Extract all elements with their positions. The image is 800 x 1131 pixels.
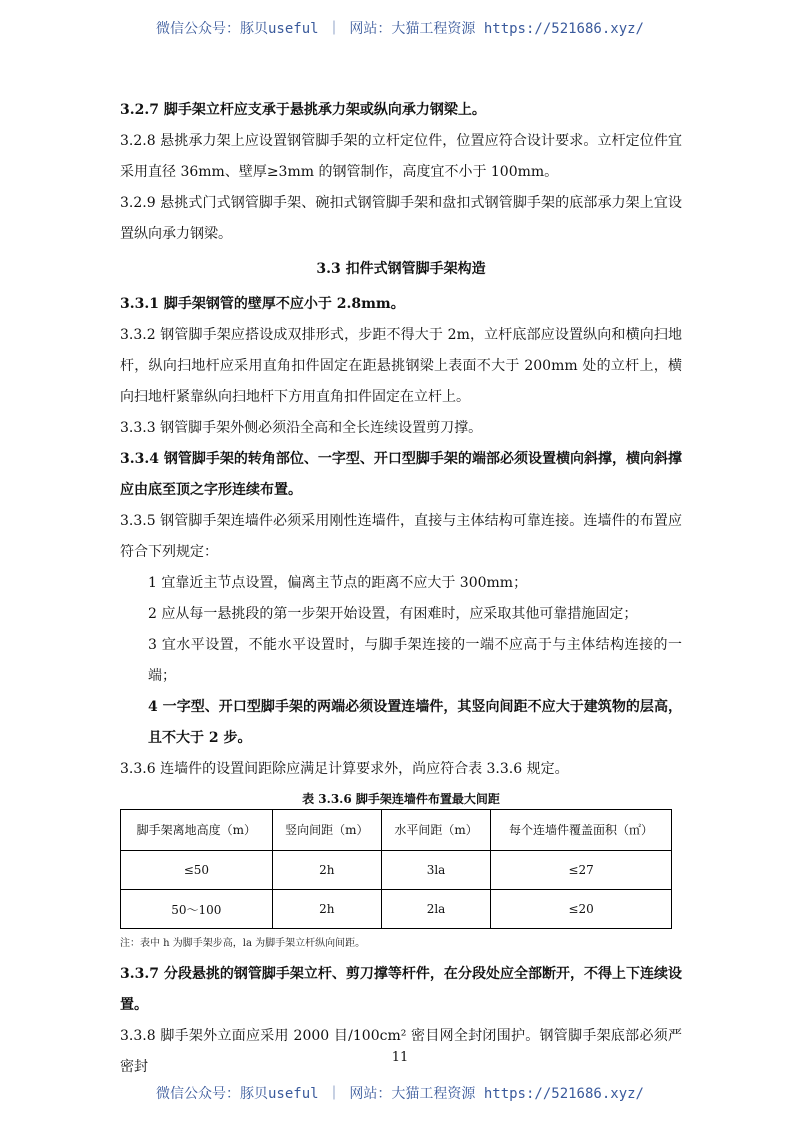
table-header-cell: 水平间距（m） — [381, 810, 490, 851]
table-row — [121, 890, 672, 929]
clause-paragraph: 3.3.8 脚手架外立面应采用 2000 目/100cm² 密目网全封闭围护。钢管脚手架底部必须严密封 — [120, 1028, 682, 1075]
table-header-cell: 竖向间距（m） — [272, 810, 381, 851]
table-cell: 2la — [381, 890, 490, 929]
clauses-3-2 — [120, 95, 682, 250]
table-cell: ≤50 — [121, 851, 273, 890]
clause-paragraph: 3.3.3 钢管脚手架外侧必须沿全高和全长连续设置剪刀撑。 — [120, 420, 483, 436]
clause-3-3-6: 3.3.6 连墙件的设置间距除应满足计算要求外，尚应符合表 3.3.6 规定。 — [120, 761, 569, 777]
list-item: 1 宜靠近主节点设置，偏离主节点的距离不应大于 300mm； — [148, 575, 528, 591]
watermark-top: 微信公众号：豚贝useful ｜ 网站：大猫工程资源 https://521686.xyz/ — [155, 21, 644, 37]
clause-paragraph: 3.3.4 钢管脚手架的转角部位、一字型、开口型脚手架的端部必须设置横向斜撑，横向斜撑应由底至顶之字形连续布置。 — [120, 451, 682, 498]
table-cell: 50～100 — [121, 890, 273, 929]
spacing-table — [120, 809, 672, 929]
section-title: 3.3 扣件式钢管脚手架构造 — [316, 261, 486, 277]
list-item: 4 一字型、开口型脚手架的两端必须设置连墙件，其竖向间距不应大于建筑物的层高，且不大于 2 步。 — [148, 699, 682, 746]
table-cell: 2h — [272, 890, 381, 929]
table-header-cell: 脚手架离地高度（m） — [121, 810, 273, 851]
table-header-row — [121, 810, 672, 851]
table-caption: 表 3.3.6 脚手架连墙件布置最大间距 — [302, 792, 500, 806]
table-header-cell: 每个连墙件覆盖面积（㎡） — [491, 810, 672, 851]
page-number: 11 — [391, 1050, 409, 1065]
table-cell: 3la — [381, 851, 490, 890]
clauses-3-3 — [120, 289, 682, 568]
table-row — [121, 851, 672, 890]
clause-3-3-5-list — [120, 568, 682, 754]
table-cell: ≤27 — [491, 851, 672, 890]
clause-paragraph: 3.3.1 脚手架钢管的壁厚不应小于 2.8mm。 — [120, 296, 405, 312]
clause-paragraph: 3.3.7 分段悬挑的钢管脚手架立杆、剪刀撑等杆件，在分段处应全部断开，不得上下连续设置。 — [120, 966, 682, 1013]
clause-paragraph: 3.3.2 钢管脚手架应搭设成双排形式，步距不得大于 2m，立杆底部应设置纵向和横向扫地杆，纵向扫地杆应采用直角扣件固定在距悬挑钢梁上表面不大于 200mm 处的立杆上，横向扫地杆紧靠纵向扫地杆下方用直角扣件固定在立杆上。 — [120, 327, 682, 405]
clause-paragraph: 3.2.9 悬挑式门式钢管脚手架、碗扣式钢管脚手架和盘扣式钢管脚手架的底部承力架上宜设置纵向承力钢梁。 — [120, 195, 682, 242]
watermark-bottom: 微信公众号：豚贝useful ｜ 网站：大猫工程资源 https://521686.xyz/ — [155, 1086, 644, 1102]
clause-paragraph: 3.2.7 脚手架立杆应支承于悬挑承力架或纵向承力钢梁上。 — [120, 102, 486, 118]
table-note: 注：表中 h 为脚手架步高，la 为脚手架立杆纵向间距。 — [120, 938, 366, 949]
document-body — [120, 95, 682, 1083]
clause-paragraph: 3.3.5 钢管脚手架连墙件必须采用刚性连墙件，直接与主体结构可靠连接。连墙件的布置应符合下列规定： — [120, 513, 682, 560]
clause-paragraph: 3.2.8 悬挑承力架上应设置钢管脚手架的立杆定位件，位置应符合设计要求。立杆定位件宜采用直径 36mm、壁厚≥3mm 的钢管制作，高度宜不小于 100mm。 — [120, 133, 682, 180]
list-item: 2 应从每一悬挑段的第一步架开始设置，有困难时，应采取其他可靠措施固定； — [148, 606, 638, 622]
table-cell: ≤20 — [491, 890, 672, 929]
list-item: 3 宜水平设置，不能水平设置时，与脚手架连接的一端不应高于与主体结构连接的一端； — [148, 637, 682, 684]
table-cell: 2h — [272, 851, 381, 890]
